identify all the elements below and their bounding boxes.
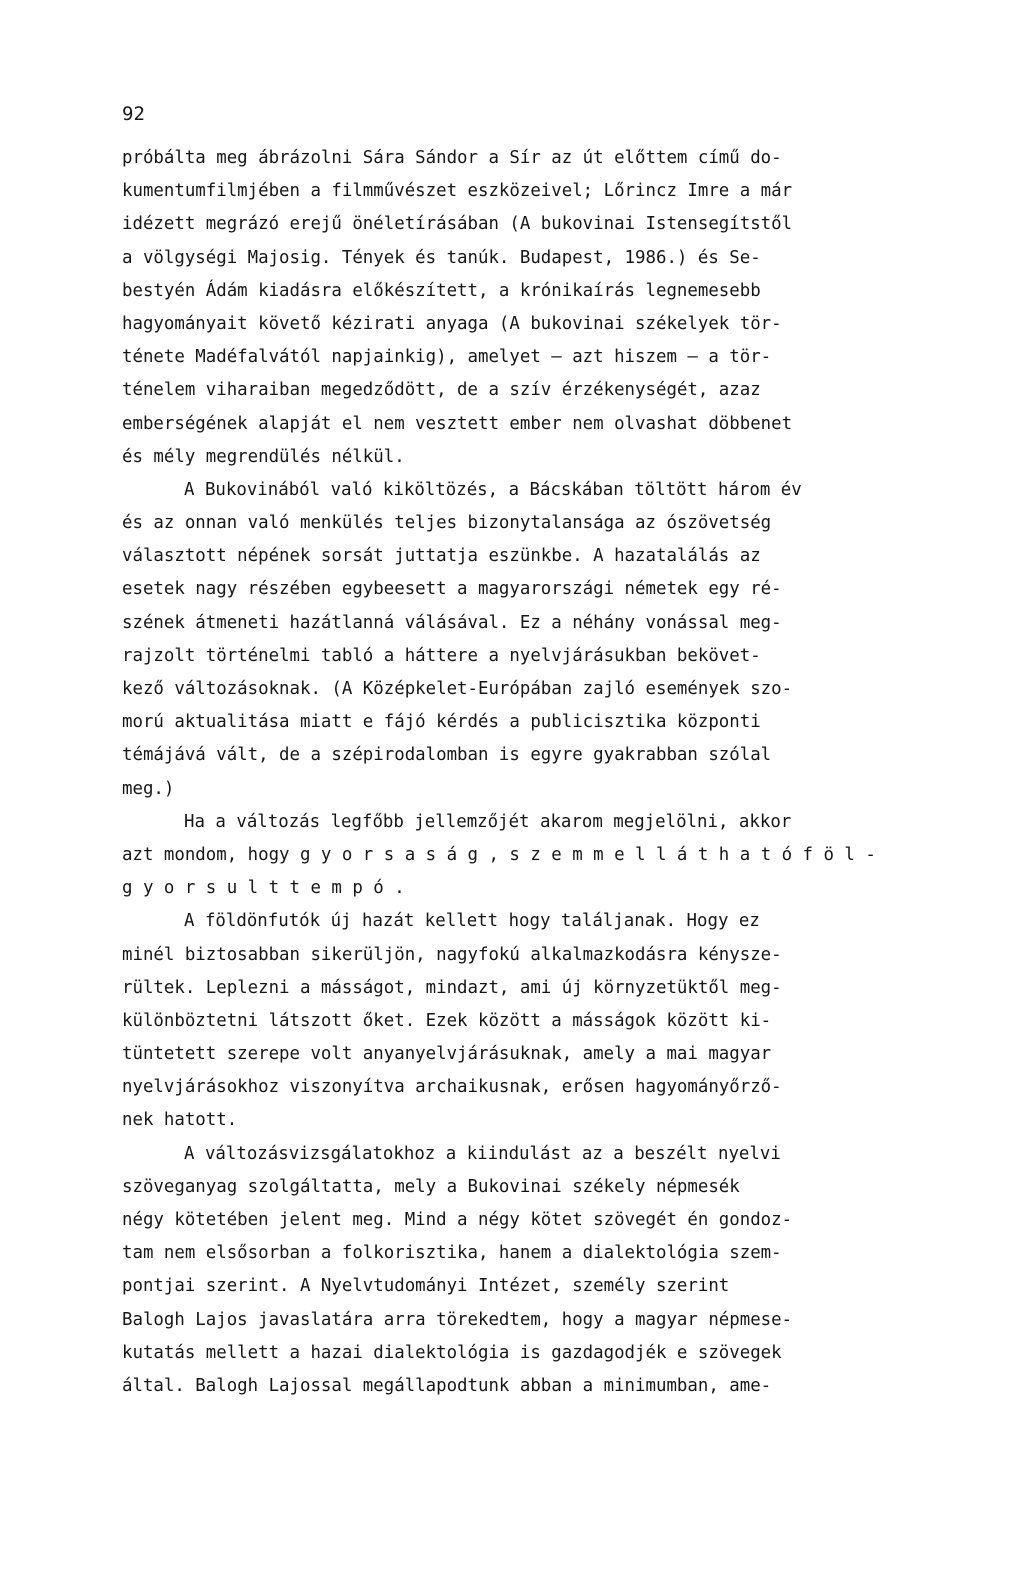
text-line: bestyén Ádám kiadásra előkészített, a krónikaírás legnemesebb: [122, 280, 761, 301]
text-line: nek hatott.: [122, 1110, 238, 1131]
text-line: meg.): [122, 778, 175, 799]
text-line: szöveganyag szolgáltatta, mely a Bukovinai székely népmesék: [122, 1176, 740, 1197]
text-line: A földönfutók új hazát kellett hogy találjanak. Hogy ez: [184, 911, 760, 932]
text-line: rajzolt történelmi tabló a háttere a nyelvjárásukban bekövet-: [122, 645, 761, 666]
text-line: Ha a változás legfőbb jellemzőjét akarom megjelölni, akkor: [184, 811, 792, 832]
text-line: tüntetett szerepe volt anyanyelvjárásuknak, amely a mai magyar: [122, 1044, 772, 1065]
text-line: Balogh Lajos javaslatára arra törekedtem, hogy a magyar népmese-: [122, 1309, 793, 1330]
text-line: által. Balogh Lajossal megállapodtunk abban a minimumban, ame-: [122, 1375, 772, 1396]
text-line: és mély megrendülés nélkül.: [122, 446, 405, 467]
text-line: rültek. Leplezni a másságot, mindazt, ami új környzetüktől meg-: [122, 977, 782, 998]
text-line: pontjai szerint. A Nyelvtudományi Intézet, személy szerint: [122, 1276, 730, 1297]
text-line: választott népének sorsát juttatja eszünkbe. A hazatalálás az: [122, 546, 761, 567]
text-line: hagyományait követő kézirati anyaga (A bukovinai székelyek tör-: [122, 313, 782, 334]
text-line: ténelem viharaiban megedződött, de a szív érzékenységét, azaz: [122, 380, 761, 401]
text-line: ténete Madéfalvától napjainkig), amelyet — azt hiszem — a tör-: [122, 347, 772, 368]
text-line: emberségének alapját el nem vesztett ember nem olvashat döbbenet: [122, 413, 793, 434]
text-line: idézett megrázó erejű önéletírásában (A bukovinai Istensegítstől: [122, 214, 793, 235]
text-line: morú aktualitása miatt e fájó kérdés a publicisztika központi: [122, 712, 761, 733]
text-line: g y o r s u l t t e m p ó .: [122, 878, 405, 899]
text-line: esetek nagy részében egybeesett a magyarországi németek egy ré-: [122, 579, 782, 600]
text-line: kező változásoknak. (A Középkelet-Európában zajló események szo-: [122, 679, 793, 699]
page-number: 92: [122, 103, 145, 125]
text-line: szének átmeneti hazátlanná válásával. Ez a néhány vonással meg-: [122, 612, 782, 633]
text-line: kumentumfilmjében a filmművészet eszközeivel; Lőrincz Imre a már: [122, 181, 793, 202]
text-line: és az onnan való menkülés teljes bizonytalansága az ószövetség: [122, 513, 772, 534]
text-line: tam nem elsősorban a folkorisztika, hanem a dialektológia szem-: [122, 1243, 782, 1264]
text-line: A Bukovinából való kiköltözés, a Bácskában töltött három év: [184, 479, 802, 500]
text-line: nyelvjárásokhoz viszonyítva archaikusnak, erősen hagyományőrző-: [122, 1077, 782, 1098]
text-line: a völgységi Majosig. Tények és tanúk. Budapest, 1986.) és Se-: [122, 247, 761, 268]
text-line: A változásvizsgálatokhoz a kiindulást az a beszélt nyelvi: [184, 1143, 781, 1164]
body-text: [122, 142, 967, 1403]
text-line: különböztetni látszott őket. Ezek között a másságok között ki-: [122, 1010, 772, 1031]
text-line: minél biztosabban sikerüljön, nagyfokú alkalmazkodásra kénysze-: [122, 944, 782, 965]
text-line: négy kötetében jelent meg. Mind a négy kötet szövegét én gondoz-: [122, 1210, 793, 1230]
text-line: próbálta meg ábrázolni Sára Sándor a Sír az út előttem című do-: [122, 148, 782, 168]
text-line: azt mondom, hogy g y o r s a s á g , s z e m m e l l á t h a t ó f ö l -: [122, 844, 876, 865]
text-line: kutatás mellett a hazai dialektológia is gazdagodjék e szövegek: [122, 1342, 782, 1363]
text-line: témájává vált, de a szépirodalomban is egyre gyakrabban szólal: [122, 745, 772, 766]
